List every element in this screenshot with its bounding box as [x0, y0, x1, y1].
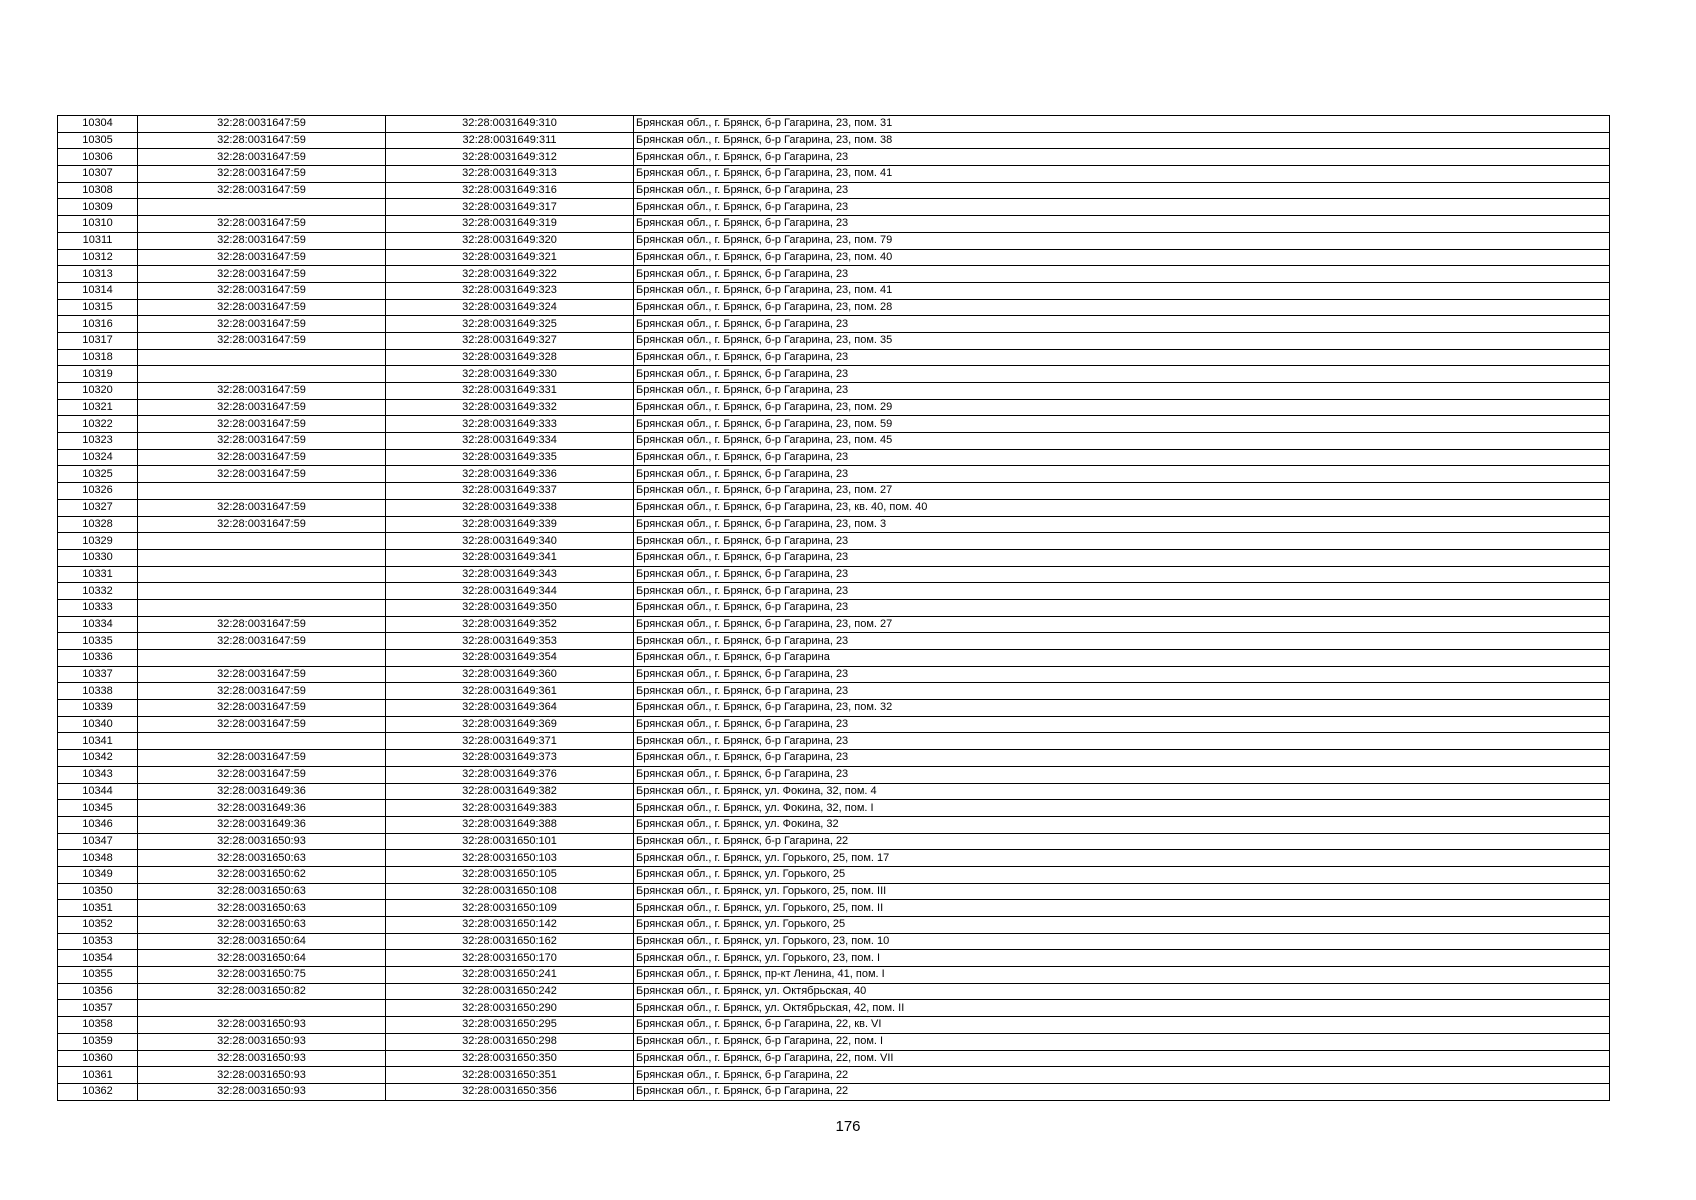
row-number-cell: 10323 [58, 433, 138, 450]
address-cell: Брянская обл., г. Брянск, б-р Гагарина, 23 [634, 583, 1610, 600]
address-cell: Брянская обл., г. Брянск, б-р Гагарина, 23 [634, 182, 1610, 199]
address-cell: Брянская обл., г. Брянск, ул. Горького, 23, пом. I [634, 950, 1610, 967]
cadastral-number-cell: 32:28:0031649:312 [386, 149, 634, 166]
parent-cadastral-number-cell: 32:28:0031650:64 [138, 933, 386, 950]
cadastral-number-cell: 32:28:0031649:325 [386, 316, 634, 333]
cadastral-number-cell: 32:28:0031649:317 [386, 199, 634, 216]
table-row [58, 750, 1610, 767]
parent-cadastral-number-cell: 32:28:0031647:59 [138, 282, 386, 299]
parent-cadastral-number-cell: 32:28:0031650:64 [138, 950, 386, 967]
row-number-cell: 10330 [58, 549, 138, 566]
parent-cadastral-number-cell: 32:28:0031647:59 [138, 766, 386, 783]
table-row [58, 166, 1610, 183]
parent-cadastral-number-cell: 32:28:0031647:59 [138, 516, 386, 533]
cadastral-number-cell: 32:28:0031650:162 [386, 933, 634, 950]
row-number-cell: 10329 [58, 533, 138, 550]
row-number-cell: 10314 [58, 282, 138, 299]
table-row [58, 533, 1610, 550]
row-number-cell: 10331 [58, 566, 138, 583]
table-row [58, 349, 1610, 366]
cadastral-number-cell: 32:28:0031650:356 [386, 1083, 634, 1100]
row-number-cell: 10352 [58, 917, 138, 934]
parent-cadastral-number-cell: 32:28:0031650:75 [138, 967, 386, 984]
row-number-cell: 10318 [58, 349, 138, 366]
parent-cadastral-number-cell: 32:28:0031647:59 [138, 499, 386, 516]
table-row [58, 983, 1610, 1000]
cadastral-number-cell: 32:28:0031649:354 [386, 650, 634, 667]
address-cell: Брянская обл., г. Брянск, б-р Гагарина, 23 [634, 750, 1610, 767]
row-number-cell: 10351 [58, 900, 138, 917]
address-cell: Брянская обл., г. Брянск, б-р Гагарина, 23, пом. 41 [634, 166, 1610, 183]
parent-cadastral-number-cell: 32:28:0031647:59 [138, 316, 386, 333]
cadastral-number-cell: 32:28:0031649:330 [386, 366, 634, 383]
row-number-cell: 10348 [58, 850, 138, 867]
table-row [58, 1083, 1610, 1100]
row-number-cell: 10324 [58, 449, 138, 466]
parent-cadastral-number-cell: 32:28:0031650:63 [138, 900, 386, 917]
parent-cadastral-number-cell: 32:28:0031647:59 [138, 399, 386, 416]
parent-cadastral-number-cell: 32:28:0031647:59 [138, 666, 386, 683]
parent-cadastral-number-cell: 32:28:0031650:62 [138, 866, 386, 883]
address-cell: Брянская обл., г. Брянск, ул. Горького, 25, пом. II [634, 900, 1610, 917]
table-row [58, 883, 1610, 900]
table-row [58, 216, 1610, 233]
address-cell: Брянская обл., г. Брянск, б-р Гагарина, 23, пом. 27 [634, 483, 1610, 500]
parent-cadastral-number-cell: 32:28:0031649:36 [138, 783, 386, 800]
row-number-cell: 10343 [58, 766, 138, 783]
table-row [58, 549, 1610, 566]
cadastral-number-cell: 32:28:0031649:388 [386, 816, 634, 833]
cadastral-number-cell: 32:28:0031649:322 [386, 266, 634, 283]
parent-cadastral-number-cell [138, 650, 386, 667]
cadastral-number-cell: 32:28:0031649:311 [386, 132, 634, 149]
address-cell: Брянская обл., г. Брянск, б-р Гагарина, 22 [634, 1067, 1610, 1084]
cadastral-number-cell: 32:28:0031649:364 [386, 700, 634, 717]
row-number-cell: 10313 [58, 266, 138, 283]
address-cell: Брянская обл., г. Брянск, б-р Гагарина, 23 [634, 533, 1610, 550]
parent-cadastral-number-cell: 32:28:0031647:59 [138, 216, 386, 233]
table-row [58, 650, 1610, 667]
address-cell: Брянская обл., г. Брянск, ул. Октябрьская, 40 [634, 983, 1610, 1000]
table-row [58, 483, 1610, 500]
table-row [58, 433, 1610, 450]
row-number-cell: 10362 [58, 1083, 138, 1100]
row-number-cell: 10358 [58, 1017, 138, 1034]
cadastral-number-cell: 32:28:0031649:336 [386, 466, 634, 483]
address-cell: Брянская обл., г. Брянск, б-р Гагарина, 23 [634, 549, 1610, 566]
table-row [58, 416, 1610, 433]
table-row [58, 383, 1610, 400]
cadastral-number-cell: 32:28:0031649:332 [386, 399, 634, 416]
row-number-cell: 10315 [58, 299, 138, 316]
table-row [58, 132, 1610, 149]
row-number-cell: 10317 [58, 332, 138, 349]
cadastral-number-cell: 32:28:0031649:324 [386, 299, 634, 316]
row-number-cell: 10339 [58, 700, 138, 717]
parent-cadastral-number-cell: 32:28:0031649:36 [138, 816, 386, 833]
address-cell: Брянская обл., г. Брянск, б-р Гагарина, 23 [634, 666, 1610, 683]
row-number-cell: 10307 [58, 166, 138, 183]
address-cell: Брянская обл., г. Брянск, б-р Гагарина, 23 [634, 566, 1610, 583]
parent-cadastral-number-cell: 32:28:0031650:93 [138, 1033, 386, 1050]
table-row [58, 199, 1610, 216]
row-number-cell: 10332 [58, 583, 138, 600]
cadastral-number-cell: 32:28:0031650:103 [386, 850, 634, 867]
registry-table-body [58, 116, 1610, 1101]
cadastral-number-cell: 32:28:0031649:343 [386, 566, 634, 583]
address-cell: Брянская обл., г. Брянск, ул. Горького, 23, пом. 10 [634, 933, 1610, 950]
row-number-cell: 10361 [58, 1067, 138, 1084]
parent-cadastral-number-cell: 32:28:0031647:59 [138, 383, 386, 400]
parent-cadastral-number-cell: 32:28:0031647:59 [138, 700, 386, 717]
parent-cadastral-number-cell [138, 549, 386, 566]
table-row [58, 499, 1610, 516]
address-cell: Брянская обл., г. Брянск, пр-кт Ленина, 41, пом. I [634, 967, 1610, 984]
cadastral-number-cell: 32:28:0031649:352 [386, 616, 634, 633]
address-cell: Брянская обл., г. Брянск, б-р Гагарина, 23, пом. 59 [634, 416, 1610, 433]
row-number-cell: 10335 [58, 633, 138, 650]
table-row [58, 700, 1610, 717]
row-number-cell: 10347 [58, 833, 138, 850]
row-number-cell: 10357 [58, 1000, 138, 1017]
row-number-cell: 10328 [58, 516, 138, 533]
cadastral-number-cell: 32:28:0031650:108 [386, 883, 634, 900]
table-row [58, 866, 1610, 883]
cadastral-number-cell: 32:28:0031650:142 [386, 917, 634, 934]
row-number-cell: 10354 [58, 950, 138, 967]
table-row [58, 900, 1610, 917]
row-number-cell: 10304 [58, 116, 138, 133]
table-row [58, 316, 1610, 333]
address-cell: Брянская обл., г. Брянск, б-р Гагарина, 23 [634, 383, 1610, 400]
address-cell: Брянская обл., г. Брянск, б-р Гагарина, 23 [634, 266, 1610, 283]
table-row [58, 299, 1610, 316]
parent-cadastral-number-cell [138, 349, 386, 366]
cadastral-number-cell: 32:28:0031649:350 [386, 599, 634, 616]
address-cell: Брянская обл., г. Брянск, б-р Гагарина, 22 [634, 833, 1610, 850]
row-number-cell: 10333 [58, 599, 138, 616]
row-number-cell: 10326 [58, 483, 138, 500]
cadastral-number-cell: 32:28:0031650:109 [386, 900, 634, 917]
cadastral-number-cell: 32:28:0031649:373 [386, 750, 634, 767]
cadastral-number-cell: 32:28:0031649:338 [386, 499, 634, 516]
parent-cadastral-number-cell [138, 566, 386, 583]
table-row [58, 800, 1610, 817]
parent-cadastral-number-cell: 32:28:0031647:59 [138, 232, 386, 249]
address-cell: Брянская обл., г. Брянск, б-р Гагарина, 23 [634, 633, 1610, 650]
address-cell: Брянская обл., г. Брянск, ул. Горького, 25, пом. 17 [634, 850, 1610, 867]
table-row [58, 466, 1610, 483]
cadastral-number-cell: 32:28:0031649:340 [386, 533, 634, 550]
row-number-cell: 10355 [58, 967, 138, 984]
table-row [58, 149, 1610, 166]
table-row [58, 1017, 1610, 1034]
address-cell: Брянская обл., г. Брянск, б-р Гагарина, 23, пом. 79 [634, 232, 1610, 249]
cadastral-number-cell: 32:28:0031650:350 [386, 1050, 634, 1067]
table-row [58, 950, 1610, 967]
address-cell: Брянская обл., г. Брянск, б-р Гагарина, 23 [634, 199, 1610, 216]
table-row [58, 366, 1610, 383]
address-cell: Брянская обл., г. Брянск, б-р Гагарина, 23 [634, 366, 1610, 383]
cadastral-number-cell: 32:28:0031649:353 [386, 633, 634, 650]
cadastral-number-cell: 32:28:0031649:371 [386, 733, 634, 750]
address-cell: Брянская обл., г. Брянск, ул. Горького, 25 [634, 866, 1610, 883]
table-row [58, 833, 1610, 850]
parent-cadastral-number-cell [138, 1000, 386, 1017]
address-cell: Брянская обл., г. Брянск, б-р Гагарина, 23, пом. 38 [634, 132, 1610, 149]
row-number-cell: 10322 [58, 416, 138, 433]
parent-cadastral-number-cell: 32:28:0031650:63 [138, 850, 386, 867]
address-cell: Брянская обл., г. Брянск, ул. Фокина, 32 [634, 816, 1610, 833]
cadastral-number-cell: 32:28:0031650:105 [386, 866, 634, 883]
parent-cadastral-number-cell: 32:28:0031647:59 [138, 716, 386, 733]
table-row [58, 666, 1610, 683]
row-number-cell: 10305 [58, 132, 138, 149]
parent-cadastral-number-cell: 32:28:0031647:59 [138, 166, 386, 183]
cadastral-number-cell: 32:28:0031649:339 [386, 516, 634, 533]
address-cell: Брянская обл., г. Брянск, ул. Фокина, 32, пом. 4 [634, 783, 1610, 800]
row-number-cell: 10321 [58, 399, 138, 416]
cadastral-number-cell: 32:28:0031649:335 [386, 449, 634, 466]
table-row [58, 850, 1610, 867]
address-cell: Брянская обл., г. Брянск, б-р Гагарина, 23 [634, 733, 1610, 750]
address-cell: Брянская обл., г. Брянск, б-р Гагарина, 23, пом. 41 [634, 282, 1610, 299]
row-number-cell: 10334 [58, 616, 138, 633]
cadastral-number-cell: 32:28:0031649:323 [386, 282, 634, 299]
cadastral-number-cell: 32:28:0031649:310 [386, 116, 634, 133]
table-row [58, 266, 1610, 283]
cadastral-number-cell: 32:28:0031650:298 [386, 1033, 634, 1050]
parent-cadastral-number-cell: 32:28:0031650:93 [138, 1067, 386, 1084]
parent-cadastral-number-cell [138, 733, 386, 750]
parent-cadastral-number-cell: 32:28:0031647:59 [138, 266, 386, 283]
address-cell: Брянская обл., г. Брянск, ул. Горького, 25 [634, 917, 1610, 934]
parent-cadastral-number-cell [138, 483, 386, 500]
row-number-cell: 10342 [58, 750, 138, 767]
cadastral-number-cell: 32:28:0031649:360 [386, 666, 634, 683]
address-cell: Брянская обл., г. Брянск, б-р Гагарина, 23 [634, 216, 1610, 233]
table-row [58, 399, 1610, 416]
registry-table [57, 115, 1610, 1101]
address-cell: Брянская обл., г. Брянск, ул. Фокина, 32, пом. I [634, 800, 1610, 817]
table-row [58, 116, 1610, 133]
table-row [58, 917, 1610, 934]
cadastral-number-cell: 32:28:0031649:369 [386, 716, 634, 733]
address-cell: Брянская обл., г. Брянск, б-р Гагарина, 23, пом. 35 [634, 332, 1610, 349]
cadastral-number-cell: 32:28:0031650:101 [386, 833, 634, 850]
parent-cadastral-number-cell [138, 599, 386, 616]
table-row [58, 516, 1610, 533]
address-cell: Брянская обл., г. Брянск, б-р Гагарина [634, 650, 1610, 667]
address-cell: Брянская обл., г. Брянск, б-р Гагарина, 23 [634, 716, 1610, 733]
parent-cadastral-number-cell: 32:28:0031649:36 [138, 800, 386, 817]
parent-cadastral-number-cell: 32:28:0031647:59 [138, 750, 386, 767]
table-row [58, 733, 1610, 750]
row-number-cell: 10350 [58, 883, 138, 900]
address-cell: Брянская обл., г. Брянск, б-р Гагарина, 23 [634, 599, 1610, 616]
row-number-cell: 10360 [58, 1050, 138, 1067]
parent-cadastral-number-cell [138, 199, 386, 216]
parent-cadastral-number-cell: 32:28:0031650:93 [138, 1083, 386, 1100]
cadastral-number-cell: 32:28:0031649:313 [386, 166, 634, 183]
parent-cadastral-number-cell: 32:28:0031650:93 [138, 1017, 386, 1034]
row-number-cell: 10338 [58, 683, 138, 700]
address-cell: Брянская обл., г. Брянск, б-р Гагарина, 22, пом. VII [634, 1050, 1610, 1067]
parent-cadastral-number-cell [138, 533, 386, 550]
row-number-cell: 10353 [58, 933, 138, 950]
row-number-cell: 10310 [58, 216, 138, 233]
parent-cadastral-number-cell: 32:28:0031647:59 [138, 449, 386, 466]
row-number-cell: 10341 [58, 733, 138, 750]
address-cell: Брянская обл., г. Брянск, б-р Гагарина, 23 [634, 449, 1610, 466]
table-row [58, 566, 1610, 583]
table-row [58, 816, 1610, 833]
cadastral-number-cell: 32:28:0031649:328 [386, 349, 634, 366]
cadastral-number-cell: 32:28:0031649:331 [386, 383, 634, 400]
cadastral-number-cell: 32:28:0031649:333 [386, 416, 634, 433]
address-cell: Брянская обл., г. Брянск, ул. Горького, 25, пом. III [634, 883, 1610, 900]
parent-cadastral-number-cell: 32:28:0031647:59 [138, 332, 386, 349]
cadastral-number-cell: 32:28:0031649:341 [386, 549, 634, 566]
cadastral-number-cell: 32:28:0031650:242 [386, 983, 634, 1000]
parent-cadastral-number-cell [138, 583, 386, 600]
page-number: 176 [835, 1118, 861, 1135]
row-number-cell: 10316 [58, 316, 138, 333]
parent-cadastral-number-cell: 32:28:0031647:59 [138, 683, 386, 700]
cadastral-number-cell: 32:28:0031649:344 [386, 583, 634, 600]
address-cell: Брянская обл., г. Брянск, б-р Гагарина, 23 [634, 766, 1610, 783]
table-row [58, 249, 1610, 266]
address-cell: Брянская обл., г. Брянск, б-р Гагарина, 23 [634, 349, 1610, 366]
parent-cadastral-number-cell: 32:28:0031647:59 [138, 249, 386, 266]
address-cell: Брянская обл., г. Брянск, б-р Гагарина, 23, пом. 40 [634, 249, 1610, 266]
table-row [58, 583, 1610, 600]
parent-cadastral-number-cell: 32:28:0031650:63 [138, 883, 386, 900]
parent-cadastral-number-cell: 32:28:0031650:93 [138, 1050, 386, 1067]
row-number-cell: 10306 [58, 149, 138, 166]
row-number-cell: 10345 [58, 800, 138, 817]
cadastral-number-cell: 32:28:0031650:170 [386, 950, 634, 967]
cadastral-number-cell: 32:28:0031649:327 [386, 332, 634, 349]
table-row [58, 1050, 1610, 1067]
address-cell: Брянская обл., г. Брянск, б-р Гагарина, 23, пом. 28 [634, 299, 1610, 316]
parent-cadastral-number-cell: 32:28:0031647:59 [138, 633, 386, 650]
cadastral-number-cell: 32:28:0031649:316 [386, 182, 634, 199]
table-row [58, 182, 1610, 199]
row-number-cell: 10359 [58, 1033, 138, 1050]
row-number-cell: 10349 [58, 866, 138, 883]
table-row [58, 449, 1610, 466]
parent-cadastral-number-cell: 32:28:0031647:59 [138, 299, 386, 316]
cadastral-number-cell: 32:28:0031649:334 [386, 433, 634, 450]
address-cell: Брянская обл., г. Брянск, б-р Гагарина, 23 [634, 683, 1610, 700]
row-number-cell: 10327 [58, 499, 138, 516]
cadastral-number-cell: 32:28:0031649:376 [386, 766, 634, 783]
address-cell: Брянская обл., г. Брянск, б-р Гагарина, 22, кв. VI [634, 1017, 1610, 1034]
row-number-cell: 10312 [58, 249, 138, 266]
cadastral-number-cell: 32:28:0031650:290 [386, 1000, 634, 1017]
table-row [58, 716, 1610, 733]
table-row [58, 683, 1610, 700]
table-row [58, 332, 1610, 349]
row-number-cell: 10340 [58, 716, 138, 733]
cadastral-number-cell: 32:28:0031650:241 [386, 967, 634, 984]
row-number-cell: 10319 [58, 366, 138, 383]
cadastral-number-cell: 32:28:0031649:320 [386, 232, 634, 249]
parent-cadastral-number-cell: 32:28:0031650:82 [138, 983, 386, 1000]
row-number-cell: 10346 [58, 816, 138, 833]
row-number-cell: 10311 [58, 232, 138, 249]
parent-cadastral-number-cell: 32:28:0031647:59 [138, 132, 386, 149]
parent-cadastral-number-cell: 32:28:0031647:59 [138, 616, 386, 633]
parent-cadastral-number-cell: 32:28:0031647:59 [138, 466, 386, 483]
table-row [58, 933, 1610, 950]
parent-cadastral-number-cell [138, 366, 386, 383]
row-number-cell: 10356 [58, 983, 138, 1000]
address-cell: Брянская обл., г. Брянск, б-р Гагарина, 23 [634, 316, 1610, 333]
address-cell: Брянская обл., г. Брянск, б-р Гагарина, 23, пом. 31 [634, 116, 1610, 133]
address-cell: Брянская обл., г. Брянск, б-р Гагарина, 23, пом. 3 [634, 516, 1610, 533]
table-row [58, 1033, 1610, 1050]
cadastral-number-cell: 32:28:0031650:351 [386, 1067, 634, 1084]
address-cell: Брянская обл., г. Брянск, б-р Гагарина, 23, пом. 45 [634, 433, 1610, 450]
table-row [58, 633, 1610, 650]
address-cell: Брянская обл., г. Брянск, б-р Гагарина, 23, кв. 40, пом. 40 [634, 499, 1610, 516]
parent-cadastral-number-cell: 32:28:0031647:59 [138, 116, 386, 133]
address-cell: Брянская обл., г. Брянск, б-р Гагарина, 22 [634, 1083, 1610, 1100]
table-row [58, 232, 1610, 249]
parent-cadastral-number-cell: 32:28:0031647:59 [138, 433, 386, 450]
table-row [58, 599, 1610, 616]
cadastral-number-cell: 32:28:0031649:319 [386, 216, 634, 233]
row-number-cell: 10309 [58, 199, 138, 216]
address-cell: Брянская обл., г. Брянск, ул. Октябрьская, 42, пом. II [634, 1000, 1610, 1017]
row-number-cell: 10337 [58, 666, 138, 683]
table-row [58, 616, 1610, 633]
row-number-cell: 10325 [58, 466, 138, 483]
table-row [58, 282, 1610, 299]
cadastral-number-cell: 32:28:0031649:337 [386, 483, 634, 500]
cadastral-number-cell: 32:28:0031649:382 [386, 783, 634, 800]
row-number-cell: 10344 [58, 783, 138, 800]
cadastral-number-cell: 32:28:0031650:295 [386, 1017, 634, 1034]
row-number-cell: 10320 [58, 383, 138, 400]
address-cell: Брянская обл., г. Брянск, б-р Гагарина, 23 [634, 149, 1610, 166]
address-cell: Брянская обл., г. Брянск, б-р Гагарина, 23, пом. 32 [634, 700, 1610, 717]
address-cell: Брянская обл., г. Брянск, б-р Гагарина, 23, пом. 27 [634, 616, 1610, 633]
parent-cadastral-number-cell: 32:28:0031650:63 [138, 917, 386, 934]
parent-cadastral-number-cell: 32:28:0031647:59 [138, 416, 386, 433]
cadastral-number-cell: 32:28:0031649:361 [386, 683, 634, 700]
table-row [58, 1000, 1610, 1017]
table-row [58, 1067, 1610, 1084]
parent-cadastral-number-cell: 32:28:0031650:93 [138, 833, 386, 850]
row-number-cell: 10308 [58, 182, 138, 199]
cadastral-number-cell: 32:28:0031649:321 [386, 249, 634, 266]
address-cell: Брянская обл., г. Брянск, б-р Гагарина, 22, пом. I [634, 1033, 1610, 1050]
parent-cadastral-number-cell: 32:28:0031647:59 [138, 182, 386, 199]
address-cell: Брянская обл., г. Брянск, б-р Гагарина, 23 [634, 466, 1610, 483]
table-row [58, 766, 1610, 783]
cadastral-number-cell: 32:28:0031649:383 [386, 800, 634, 817]
parent-cadastral-number-cell: 32:28:0031647:59 [138, 149, 386, 166]
table-row [58, 783, 1610, 800]
table-row [58, 967, 1610, 984]
row-number-cell: 10336 [58, 650, 138, 667]
address-cell: Брянская обл., г. Брянск, б-р Гагарина, 23, пом. 29 [634, 399, 1610, 416]
